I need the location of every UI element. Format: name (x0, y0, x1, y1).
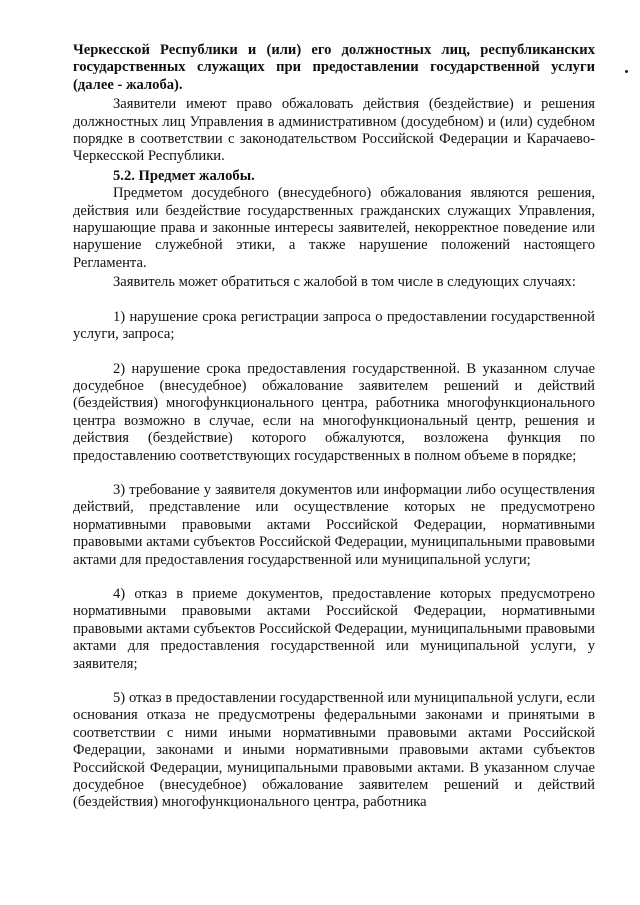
list-item-case-4: 4) отказ в приеме документов, предоставление которых предусмотрено нормативными правовыми актами Российской Федерации, нормативными правовыми актами субъектов Российской Федерации, муниципальными правовыми актами для предоставления государственной или муниципальной услуги, у заявителя; (73, 585, 595, 672)
document-body (73, 42, 595, 812)
list-item-case-1: 1) нарушение срока регистрации запроса о предоставлении государственной услуги, запроса; (73, 308, 595, 343)
paragraph-appeal-right: Заявители имеют право обжаловать действия (бездействие) и решения должностных лиц Управления в административном (досудебном) и (или) судебном порядке в соответствии с законодательством Российской Федерации и Карачаево-Черкесской Республики. (73, 96, 595, 165)
heading-continuation: Черкесской Республики и (или) его должностных лиц, республиканских государственных служащих при предоставлении государственной услуги (далее - жалоба). (73, 42, 595, 93)
paragraph-cases-intro: Заявитель может обратиться с жалобой в том числе в следующих случаях: (113, 274, 576, 291)
section-heading: 5.2. Предмет жалобы. (113, 167, 255, 184)
list-item-case-2: 2) нарушение срока предоставления государственной. В указанном случае досудебное (внесудебное) обжалование заявителем решений и действий (бездействия) многофункционального центра, работника многофункционального центра возможно в случае, если на многофункциональный центр, решения и действия (бездействие) которого обжалуются, возложена функция по предоставлению соответствующих государственных в полном объеме в порядке; (73, 360, 595, 464)
list-item-case-3: 3) требование у заявителя документов или информации либо осуществления действий, представление или осуществление которых не предусмотрено нормативными правовыми актами Российской Федерации, нормативными правовыми актами субъектов Российской Федерации, муниципальными правовыми актами для предоставления государственной или муниципальной услуги; (73, 481, 595, 568)
paragraph-complaint-subject: Предметом досудебного (внесудебного) обжалования являются решения, действия или бездействие государственных гражданских служащих Управления, нарушающие права и законные интересы заявителей, некорректное поведение или нарушение служебной этики, а также нарушение положений настоящего Регламента. (73, 185, 595, 271)
scan-speck (625, 70, 628, 73)
list-item-case-5: 5) отказ в предоставлении государственной или муниципальной услуги, если основания отказа не предусмотрены федеральными законами и принятыми в соответствии с ними иными нормативными правовыми актами Российской Федерации, законами и иными нормативными правовыми актами субъектов Российской Федерации, муниципальными правовыми актами. В указанном случае досудебное (внесудебное) обжалование заявителем решений и действий (бездействия) многофункционального центра, работника (73, 690, 595, 811)
